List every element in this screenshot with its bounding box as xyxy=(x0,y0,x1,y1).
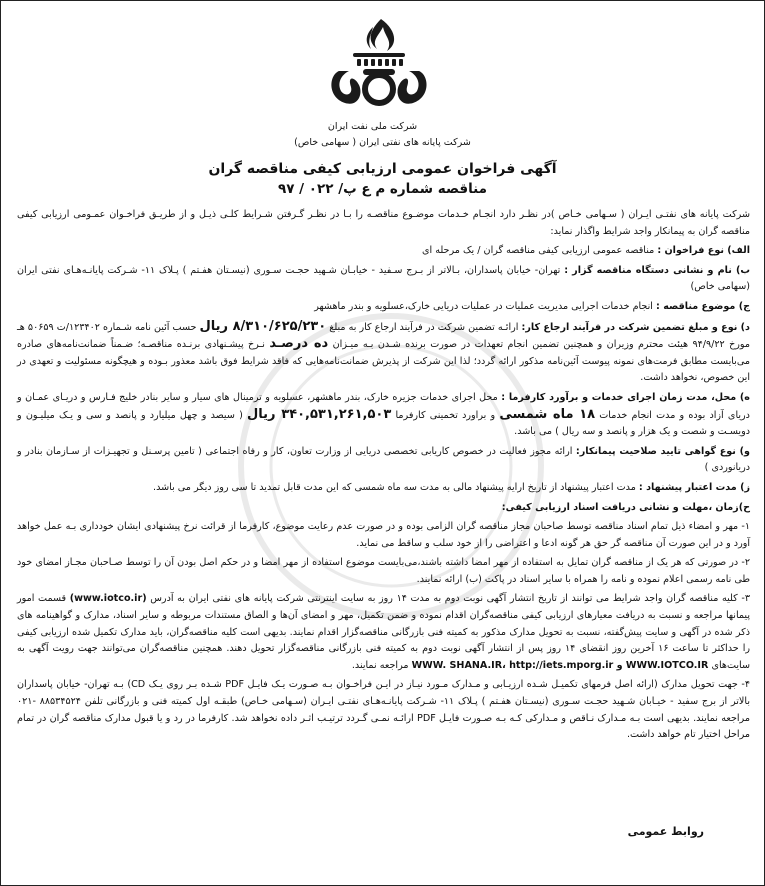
nioc-logo-icon xyxy=(319,15,439,109)
section-d-text1: ارائـه تضمین شرکت در فرآیند ارجاع کار به مبلغ xyxy=(329,321,519,333)
item-3 xyxy=(17,591,750,674)
company-name-nioc: شرکت ملی نفت ایران xyxy=(327,121,418,132)
section-c-label: ج) موضوع مناقصه : xyxy=(656,300,750,312)
section-e-text1: محل اجرای خدمات جزیره خارک، بندر ماهشهر، عسلویه و ترمینال های سیار و سایر بنادر خلیج فـارس و دریـای عمـان و دریای آزاد بوده و مدت انجام خدمات xyxy=(17,391,750,421)
section-h xyxy=(17,500,750,517)
item-3-text-c: مراجعه نمایند. xyxy=(351,659,409,671)
section-f xyxy=(17,444,750,477)
section-a-text: مناقصه عمومی ارزیابی کیفی مناقصه گران / یک مرحله ای xyxy=(422,245,655,257)
section-d-text3: نـرخ پیشـنهادی برنـده مناقصـه؛ ضـمناً ضمانت‌نامه‌های صادره می‌بایست مطابق فرمت‌های نمونه پیوست آئین‌نامه مذکور ارائه گردد؛ لذا این شرکت از پذیرش ضمانت‌نامه‌هایی که فاقد شرایط فوق باشد معذور بـوده و هیچگونه مسئولیت و تعهدی در این خصوص، نخواهد داشت. xyxy=(17,339,750,384)
item-3-text-a: ۳- کلیه مناقصه گران واجد شرایط می توانند از تاریخ انتشار آگهی نوبت دوم به مدت ۱۴ روز به سایت اینترنتی شرکت پایانه های نفتی ایران به آدرس xyxy=(150,593,750,605)
section-b-label: ب) نام و نشانی دستگاه مناقصه گزار : xyxy=(564,264,750,276)
section-e xyxy=(17,390,750,441)
item-1: ۱- مهر و امضاء ذیل تمام اسناد مناقصه توسط صاحبان مجاز مناقصه گران الزامی بوده و در صورت عدم رعایت موضوع، کارفرما از قرائت نرخ پیشنهادی ایشان خودداری بـه عمل خواهد آورد و در این صورت آن مناقصه گر حق هر گونه ادعا و اعتراضی را از خود سلب و ساقط می نماید. xyxy=(17,521,750,549)
section-b-text: تهران- خیابان پاسداران، بـالاتر از بـرج سـفید - خیابـان شـهید حجـت سـوری (نیسـتان هفـتم ) پـلاک ۱۱- شـرکت پایانـه‌هـای نفتی ایران (سهامی خاص) xyxy=(17,264,750,293)
section-f-label: و) نوع گواهی تایید صلاحیت پیمانکار: xyxy=(575,445,750,457)
section-a xyxy=(17,243,750,260)
item-4: ۴- جهت تحویل مدارک (ارائه اصل فرمهای تکمیـل شـده ارزیـابی و مـدارک مـورد نیـاز در ایـن فراخـوان بـه صـورت یـک فایـل PDF شـده بـر روی یـک CD) بـه تهران- خیابان پاسداران بالاتر از برج سفید - خیـابان شـهید حجـت سـوری (نیسـتان هفـتم ) پـلاک ۱۱- شـرکت پایانـه‌هـای نفتـی ایـران (سـهامی خـاص) طبقـه اول کمیته فنی و بازرگانی تلفن ۸۸۵۳۴۵۲۴ -۰۲۱ مراجعه نمایند. بدیهی است بـه مـدارک نـاقص و مـدارکی کـه بـه صـورت فایـل PDF ارائـه نمـی گـردد ترتیـب اثـر داده نخواهد شد. کارفرما در رد و یا قبول مدارک مناقصه گران در تمام مراحل اختیار تام خواهد داشت. xyxy=(17,679,750,741)
intro-paragraph: شرکت پایانه های نفتـی ایـران ( سـهامی خـاص )در نظـر دارد انجـام خـدمات موضـوع مناقصـه را بـا در نظـر گـرفتن شـرایط کلـی ذیـل و از طریـق فراخـوان عمـومی ارزیابی کیفی مناقصه گران به پیمانکار واجد شرایط واگذار نماید: xyxy=(17,209,750,237)
section-g-text: مدت اعتبار پیشنهاد از تاریخ ارایه پیشنهاد مالی به مدت سه ماه شمسی که این مدت قابل تمدید تا سی روز دیگر می باشد. xyxy=(153,481,636,493)
section-g-label: ز) مدت اعتبار پیشنهاد : xyxy=(638,481,750,493)
section-d-text2: حسب آئین نامه شـماره ۱۲۳۴۰۲/ت ۵۰۶۵۹ هـ مورخ ۹۴/۹/۲۲ هیئت محترم وزیران و همچنین تضمین انجام تعهدات در صورت برنده شـدن بـه میـزان xyxy=(17,321,750,351)
company-name-terminals: شرکت پایانه های نفتی ایران ( سهامی خاص) xyxy=(294,137,471,148)
section-d-label: د) نوع و مبلغ تضمین شرکت در فرآیند ارجاع کار: xyxy=(521,321,750,333)
section-d xyxy=(17,319,750,387)
public-relations-signature: روابط عمومی xyxy=(627,825,704,838)
item-2: ۲- در صورتی که هر یک از مناقصه گران تمایل به استفاده از مهر امضا داشته باشند،می‌بایست موضوع استفاده از مهر امضا و در حکم اصل بودن آن را توسط صـاحبان مجـاز امضای خود طی نامه رسمی اعلام نموده و نامه را همراه با سایر اسناد در پاکت (ب) ارائه نمایند. xyxy=(17,557,750,585)
section-c xyxy=(17,299,750,316)
guarantee-amount: ۸/۳۱۰/۶۲۵/۲۳۰ ریال xyxy=(199,318,327,334)
tender-number: مناقصه شماره م ع پ/ ۰۲۲ / ۹۷ xyxy=(277,181,488,197)
employer-estimate: ۳۴۰,۵۳۱,۲۶۱,۵۰۳ ریال xyxy=(247,406,392,422)
iotco-site-link[interactable]: (www.iotco.ir) xyxy=(69,593,147,605)
section-f-text: ارائه مجوز فعالیت در خصوص کاریابی تخصصی دریایی از وزارت تعاون، کار و رفاه اجتماعی ( تامین پرسـنل و تجهیـزات از سـازمان بنادر و دریانوردی ) xyxy=(17,445,750,474)
section-c-text: انجام خدمات اجرایی مدیریت عملیات در عملیات دریایی خارک،عسلویه و بندر ماهشهر xyxy=(314,300,653,312)
notice-body xyxy=(17,207,750,747)
guarantee-percent: ده درصـد xyxy=(269,336,329,352)
section-a-label: الف) نوع فراخوان : xyxy=(657,245,750,257)
section-e-text3: ( سیصد و چهل میلیارد و پانصد و سی و یـک میلیـون و دویسـت و شصت و یک هزار و پانصد و سه ریال ) می باشد. xyxy=(17,409,750,438)
service-duration: ۱۸ ماه شمسی xyxy=(499,406,596,422)
section-e-label: ه) محل، مدت زمان اجرای خدمات و برآورد کارفرما : xyxy=(501,391,750,403)
section-h-label: ح)زمان ،مهلت و نشانی دریافت اسناد ارزیابی کیفی: xyxy=(501,501,750,513)
websites-list[interactable]: WWW. SHANA.IR، http://iets.mporg.ir و WWW.IOTCO.IR xyxy=(411,659,709,671)
section-g xyxy=(17,480,750,497)
notice-title: آگهی فراخوان عمومی ارزیابی کیفی مناقصه گران xyxy=(208,161,557,177)
section-e-text2: و براورد تخمینی کارفرما xyxy=(395,409,496,421)
item-3-text-b: قسمت امور پیمانها مراجعه و نسبت به دریافت معیارهای ارزیابی کیفی مناقصه‌گران اقدام نموده و ضمن تکمیل، مهر و امضای آن‌ها و الصاق مستندات مربوطه و سایر اسناد، مدارک و گواهینامه های ذکر شده در آگهی و سایت پیش‌گفته، نسبت به تحویل مدارک مذکور به کمیته فنی بازرگانی مناقصه‌گزار اقدام نمایند. بدیهی است کلیه مناقصه‌گران، باید مدارک تکمیل شده ارزیابی کیفی را حداکثر تا ساعت ۱۶ آخرین روز انقضای ۱۴ روز پس از انتشار آگهی نوبت دوم به کمیته فنی بازرگانی مناقصه‌گزار تحویل دهند. همچنین مناقصه‌گران می‌توانند جهت رویت آگهی به سایت‌های xyxy=(17,593,750,671)
section-b xyxy=(17,263,750,296)
